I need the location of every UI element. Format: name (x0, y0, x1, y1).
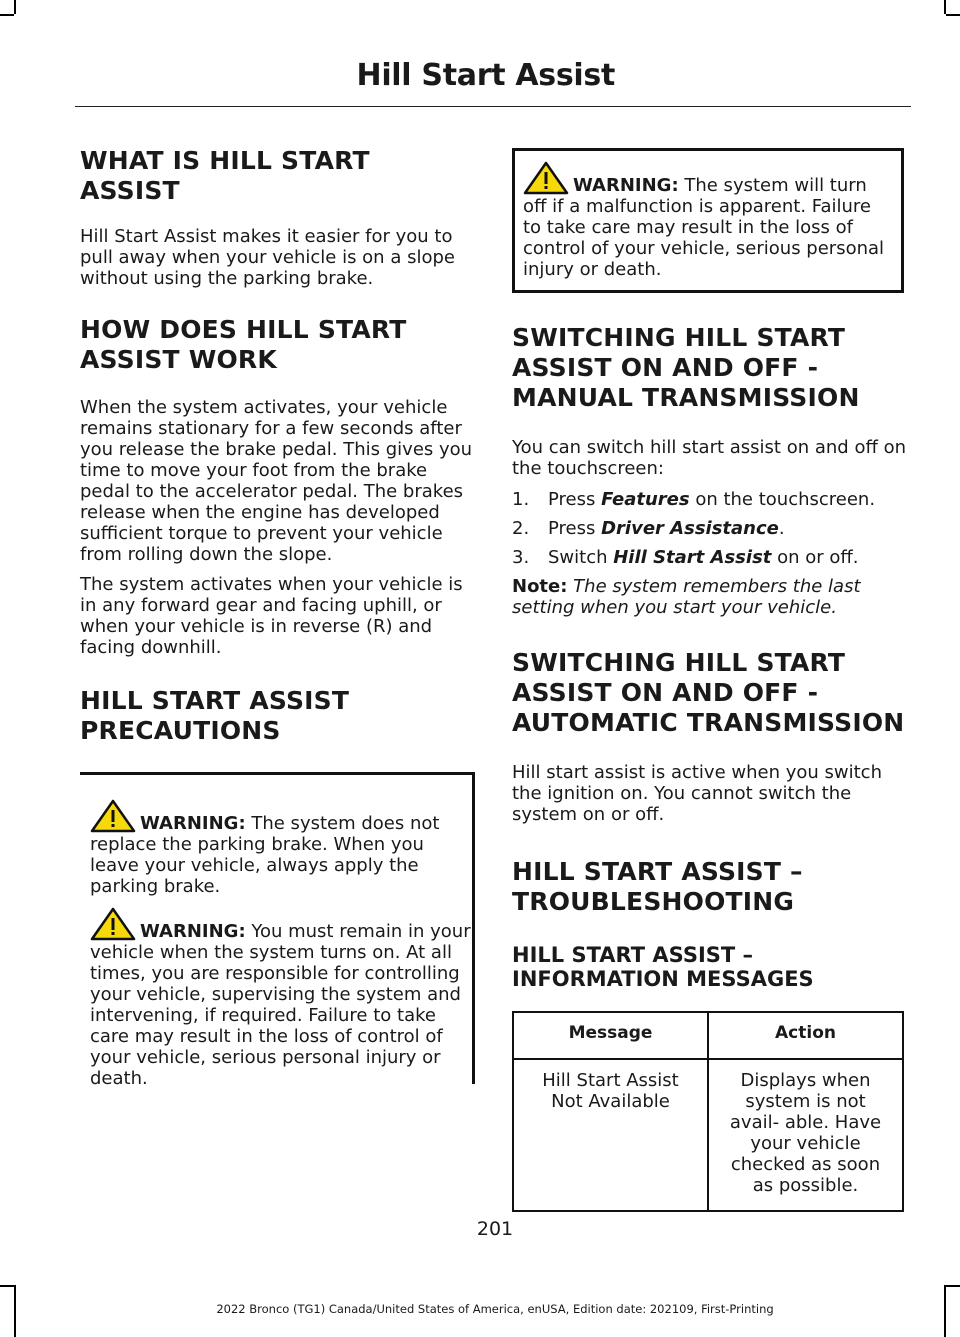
footer-edition: 2022 Bronco (TG1) Canada/United States of America, enUSA, Edition date: 202109, First-Printing (216, 1302, 774, 1316)
warning-text: You must remain in your vehicle when the system turns on. At all times, you are responsible for controlling your vehicle, supervising the system and intervening, if required. Failure to take care may result in the loss of control of your vehicle, serious personal injury or death. (90, 921, 471, 1089)
page-number: 201 (476, 1218, 514, 1240)
step-text: . (778, 518, 785, 539)
warning-item (90, 907, 472, 1089)
warning-text: The system does not replace the parking brake. When you leave your vehicle, always apply the parking brake. (90, 813, 440, 897)
step-text: Switch (548, 547, 614, 568)
list-item (512, 543, 907, 572)
title-line: HILL START ASSIST – (512, 943, 754, 967)
column-header-message: Message (513, 1012, 708, 1059)
list-item (512, 485, 907, 514)
crop-mark (0, 1285, 14, 1287)
step-number: 1. (512, 489, 530, 510)
step-number: 3. (512, 547, 530, 568)
table-row (513, 1059, 903, 1211)
section-title-how-it-works (80, 315, 475, 375)
steps-list (512, 485, 907, 572)
note-text: The system remembers the last setting when you start your vehicle. (512, 576, 861, 618)
section-title-manual-transmission (512, 323, 907, 413)
how-it-works-body-2: The system activates when your vehicle is in any forward gear and facing uphill, or when your vehicle is in reverse (R) and facing downhill. (80, 574, 463, 658)
title-line: PRECAUTIONS (80, 716, 281, 745)
title-line: ASSIST ON AND OFF - (512, 678, 819, 707)
warning-triangle-icon (90, 907, 136, 941)
header-rule (75, 106, 911, 107)
warning-label: WARNING: (573, 175, 679, 196)
table-cell-action: Displays when system is not avail- able. Have your vehicle checked as soon as possible. (708, 1059, 903, 1211)
information-messages-table (512, 1011, 904, 1212)
step-text: Press (548, 518, 602, 539)
list-item (512, 514, 907, 543)
section-title-automatic-transmission (512, 648, 907, 738)
what-is-body: Hill Start Assist makes it easier for you to pull away when your vehicle is on a slope without using the parking brake. (80, 226, 455, 289)
title-line: HILL START ASSIST – (512, 857, 803, 886)
table-cell-message: Hill Start Assist Not Available (513, 1059, 708, 1211)
warning-box (80, 772, 475, 1089)
title-line: INFORMATION MESSAGES (512, 967, 814, 991)
page-header-title: Hill Start Assist (356, 58, 615, 93)
manual-intro: You can switch hill start assist on and off on the touchscreen: (512, 437, 906, 479)
title-line: HILL START ASSIST (80, 686, 350, 715)
table-header-row (513, 1012, 903, 1059)
step-text: on the touchscreen. (689, 489, 876, 510)
title-line: MANUAL TRANSMISSION (512, 383, 860, 412)
step-text: Press (548, 489, 602, 510)
section-title-information-messages (512, 943, 907, 991)
left-column (80, 146, 475, 1089)
warning-label: WARNING: (140, 813, 246, 834)
warning-triangle-icon (523, 161, 569, 195)
warning-item (90, 799, 472, 897)
section-title-troubleshooting (512, 857, 907, 917)
step-number: 2. (512, 518, 530, 539)
warning-label: WARNING: (140, 921, 246, 942)
step-emphasis: Hill Start Assist (613, 547, 772, 568)
how-it-works-body: When the system activates, your vehicle remains stationary for a few seconds after you release the brake pedal. This gives you time to move your foot from the brake pedal to the accelerator pedal. The brakes release when the engine has developed sufficient torque to prevent your vehicle from rolling down the slope. (80, 397, 473, 565)
title-line: ASSIST WORK (80, 345, 277, 374)
title-line: AUTOMATIC TRANSMISSION (512, 708, 905, 737)
warning-item (523, 161, 893, 280)
crop-mark (946, 14, 960, 16)
crop-mark (14, 0, 16, 14)
right-column (512, 148, 907, 1212)
section-title-precautions (80, 686, 475, 746)
title-line: SWITCHING HILL START (512, 323, 846, 352)
note-label: Note: (512, 576, 568, 597)
title-line: HOW DOES HILL START (80, 315, 407, 344)
note (512, 576, 907, 618)
title-line: SWITCHING HILL START (512, 648, 846, 677)
automatic-body: Hill start assist is active when you switch the ignition on. You cannot switch the system on or off. (512, 762, 882, 825)
column-header-action: Action (708, 1012, 903, 1059)
warning-text: The system will turn off if a malfunction is apparent. Failure to take care may result in the loss of control of your vehicle, serious personal injury or death. (523, 175, 885, 280)
warning-triangle-icon (90, 799, 136, 833)
crop-mark (944, 0, 946, 14)
warning-box (512, 148, 904, 293)
title-line: ASSIST ON AND OFF - (512, 353, 819, 382)
step-text: on or off. (771, 547, 859, 568)
crop-mark (946, 1285, 960, 1287)
step-emphasis: Features (601, 489, 690, 510)
title-line: TROUBLESHOOTING (512, 887, 795, 916)
crop-mark (0, 14, 14, 16)
section-title-what-is: WHAT IS HILL START ASSIST (80, 146, 370, 205)
step-emphasis: Driver Assistance (601, 518, 779, 539)
